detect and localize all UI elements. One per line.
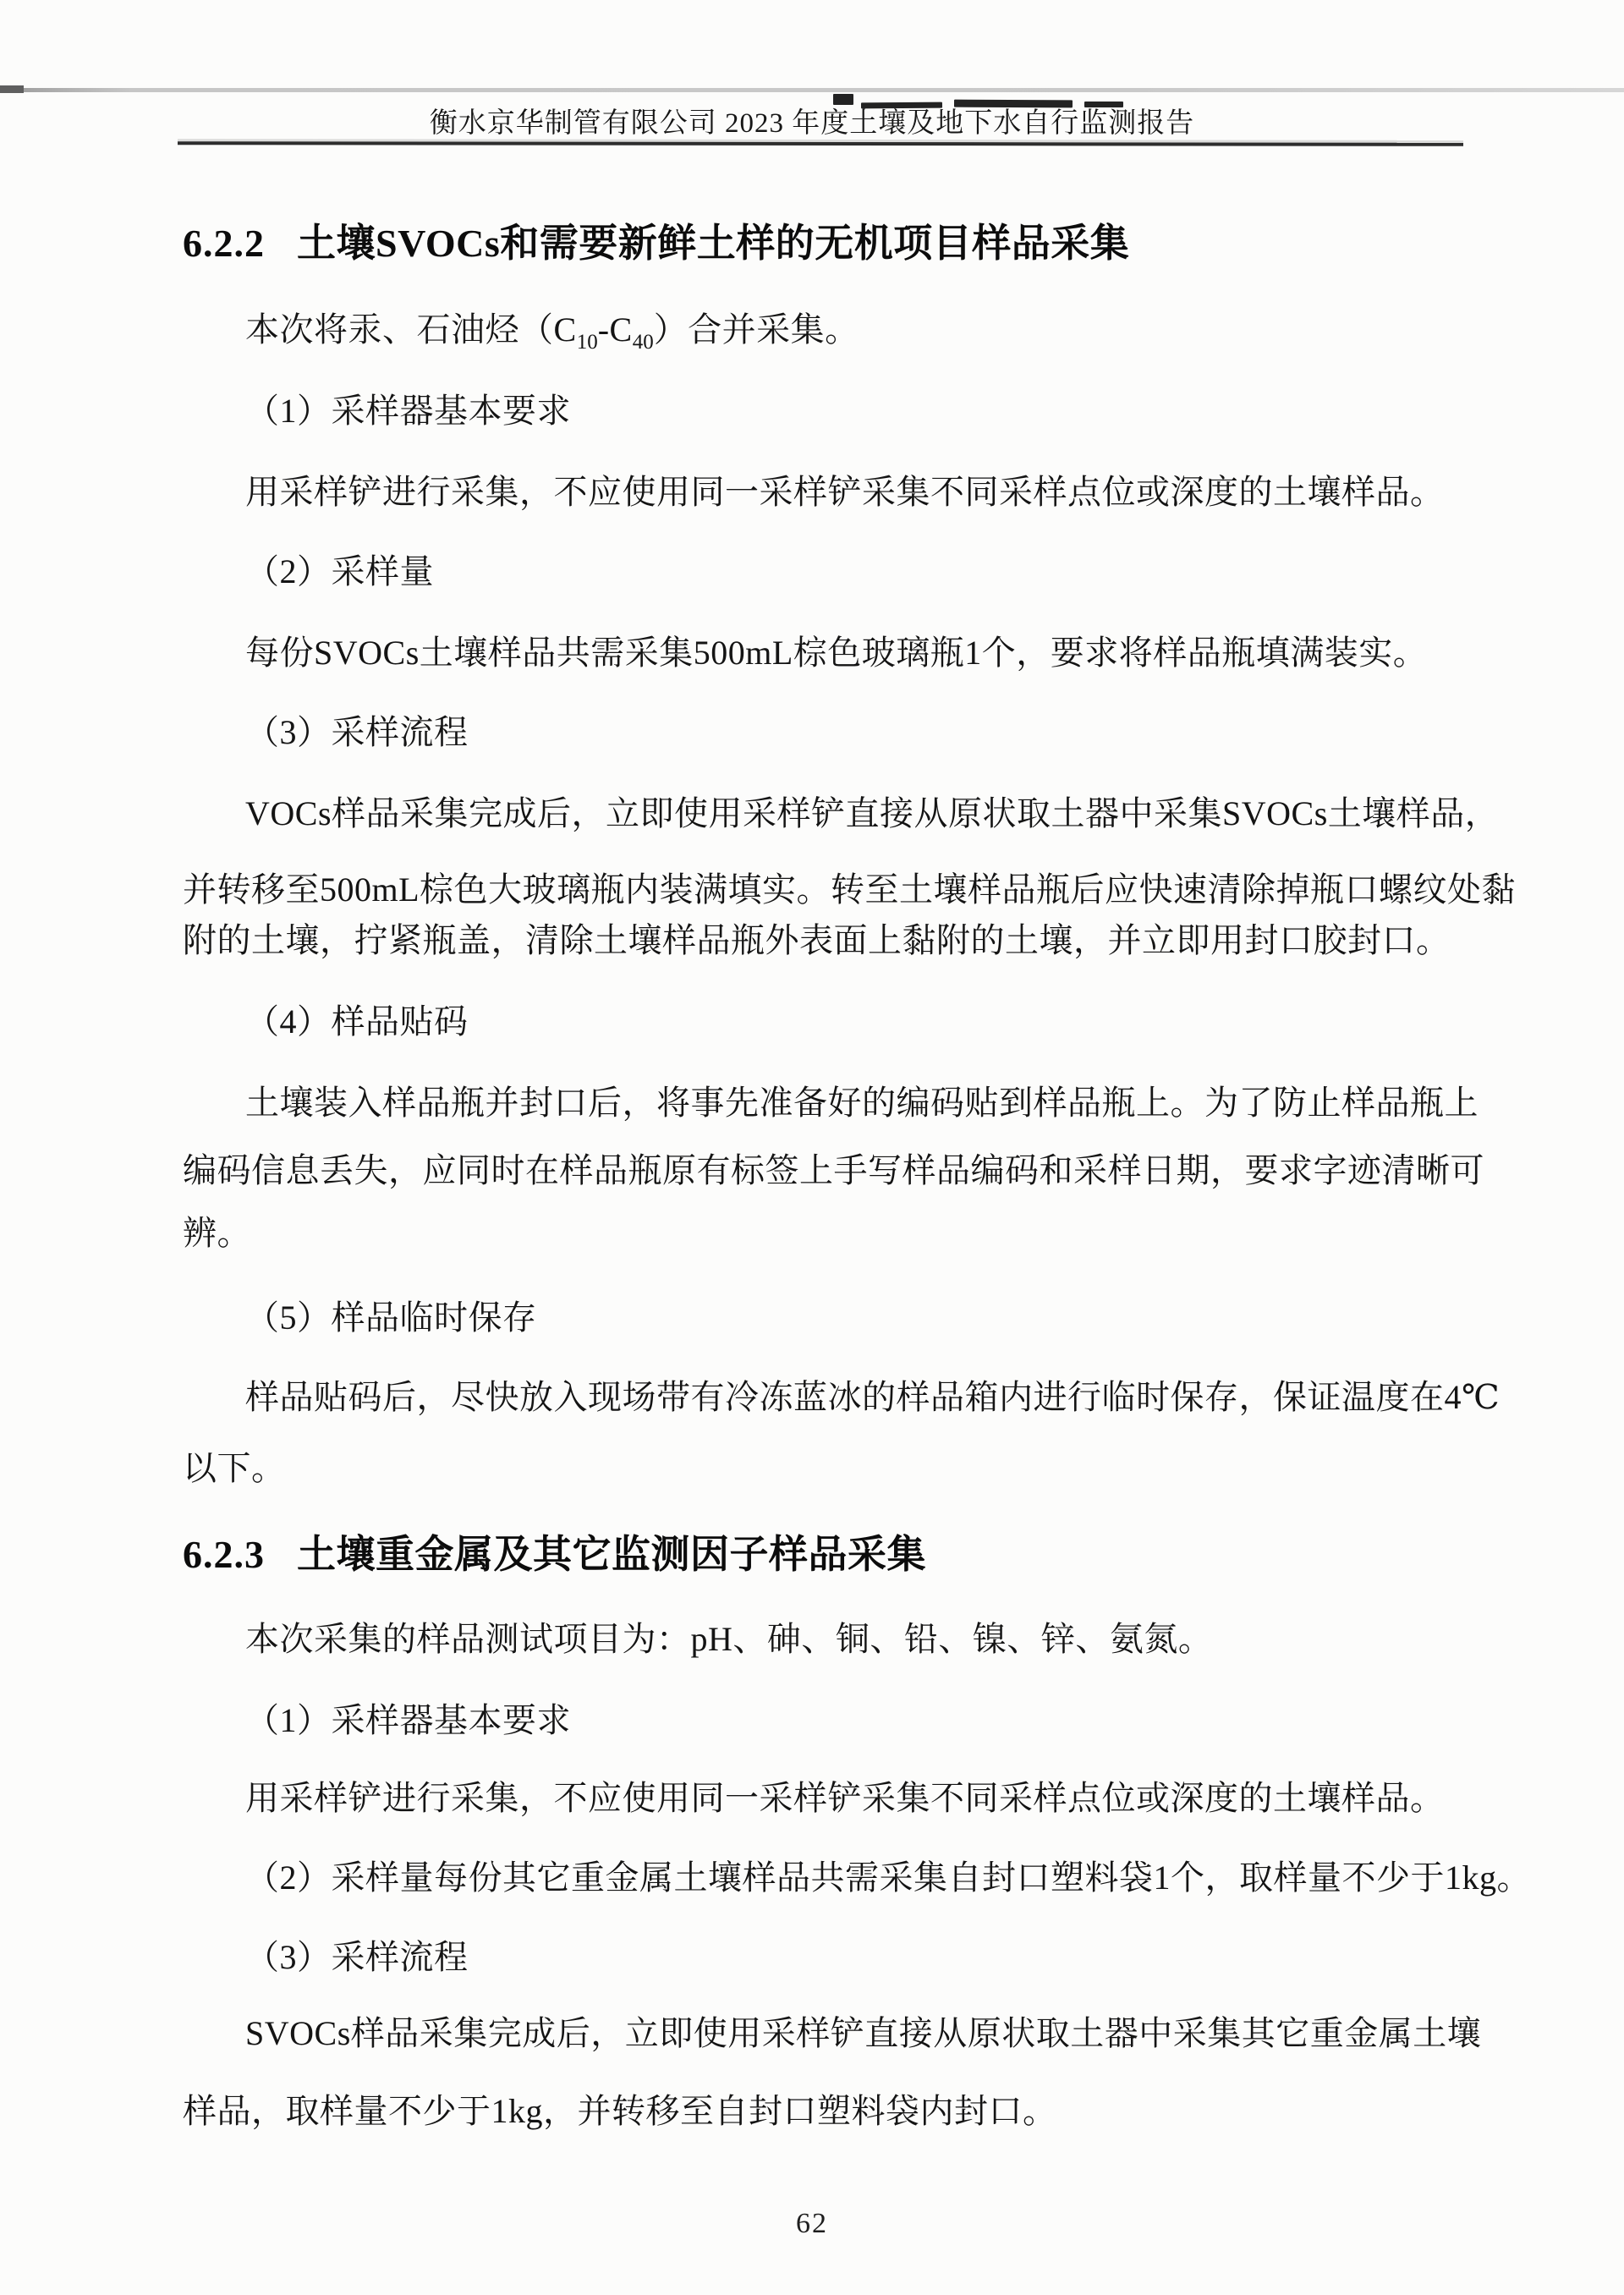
body-line: （3）采样流程 [245,1938,469,1976]
section-title: 土壤SVOCs和需要新鲜土样的无机项目样品采集 [297,222,1130,265]
section-heading-6-2-3 [183,1533,926,1577]
body-line: 辨。 [183,1214,251,1252]
section-title: 土壤重金属及其它监测因子样品采集 [297,1533,926,1576]
section-number: 6.2.2 [183,222,265,265]
body-line: 用采样铲进行采集，不应使用同一采样铲采集不同采样点位或深度的土壤样品。 [245,473,1445,511]
body-line: 每份SVOCs土壤样品共需采集500mL棕色玻璃瓶1个，要求将样品瓶填满装实。 [245,634,1428,672]
body-line: 编码信息丢失，应同时在样品瓶原有标签上手写样品编码和采样日期，要求字迹清晰可 [183,1151,1484,1189]
body-line: 土壤装入样品瓶并封口后，将事先准备好的编码贴到样品瓶上。为了防止样品瓶上 [245,1084,1479,1122]
body-line: 样品，取样量不少于1kg，并转移至自封口塑料袋内封口。 [183,2092,1057,2130]
body-line: （2）采样量 [245,552,434,590]
page-header-title: 衡水京华制管有限公司 2023 年度土壤及地下水自行监测报告 [429,108,1195,139]
body-line-text: ）合并采集。 [653,310,859,349]
body-line: 本次采集的样品测试项目为：pH、砷、铜、铅、镍、锌、氨氮。 [245,1620,1213,1658]
body-line-text: -C [597,310,633,349]
scan-smudge-artifact [833,94,853,105]
subscript-text: 10 [576,331,598,354]
body-line: （1）采样器基本要求 [245,392,571,430]
body-line: VOCs样品采集完成后，立即使用采样铲直接从原状取土器中采集SVOCs土壤样品， [245,794,1500,832]
scan-smudge-artifact [954,100,1073,108]
page-number: 62 [796,2208,828,2239]
body-line: 以下。 [183,1449,286,1487]
header-rule [178,141,1463,146]
body-line: （3）采样流程 [245,713,469,751]
scan-band-left-artifact [0,85,24,93]
subscript-text: 40 [632,331,654,354]
body-line: 样品贴码后，尽快放入现场带有冷冻蓝冰的样品箱内进行临时保存，保证温度在4℃ [245,1378,1501,1416]
section-number: 6.2.3 [183,1533,265,1576]
body-line: 用采样铲进行采集，不应使用同一采样铲采集不同采样点位或深度的土壤样品。 [245,1779,1445,1817]
scan-band-artifact [0,88,1624,92]
body-line: （4）样品贴码 [245,1002,469,1040]
body-line: SVOCs样品采集完成后，立即使用采样铲直接从原状取土器中采集其它重金属土壤 [245,2014,1482,2052]
body-line: （2）采样量每份其它重金属土壤样品共需采集自封口塑料袋1个，取样量不少于1kg。 [245,1859,1531,1897]
body-line: 附的土壤，拧紧瓶盖，清除土壤样品瓶外表面上黏附的土壤，并立即用封口胶封口。 [183,921,1451,959]
body-line-text: 本次将汞、石油烃（C [245,310,577,349]
body-line: （5）样品临时保存 [245,1298,537,1337]
body-line [183,310,859,362]
section-heading-6-2-2 [183,222,1129,266]
body-line: 并转移至500mL棕色大玻璃瓶内装满填实。转至土壤样品瓶后应快速清除掉瓶口螺纹处黏 [183,870,1517,909]
scan-smudge-artifact [1084,102,1123,107]
body-line: （1）采样器基本要求 [245,1701,571,1739]
